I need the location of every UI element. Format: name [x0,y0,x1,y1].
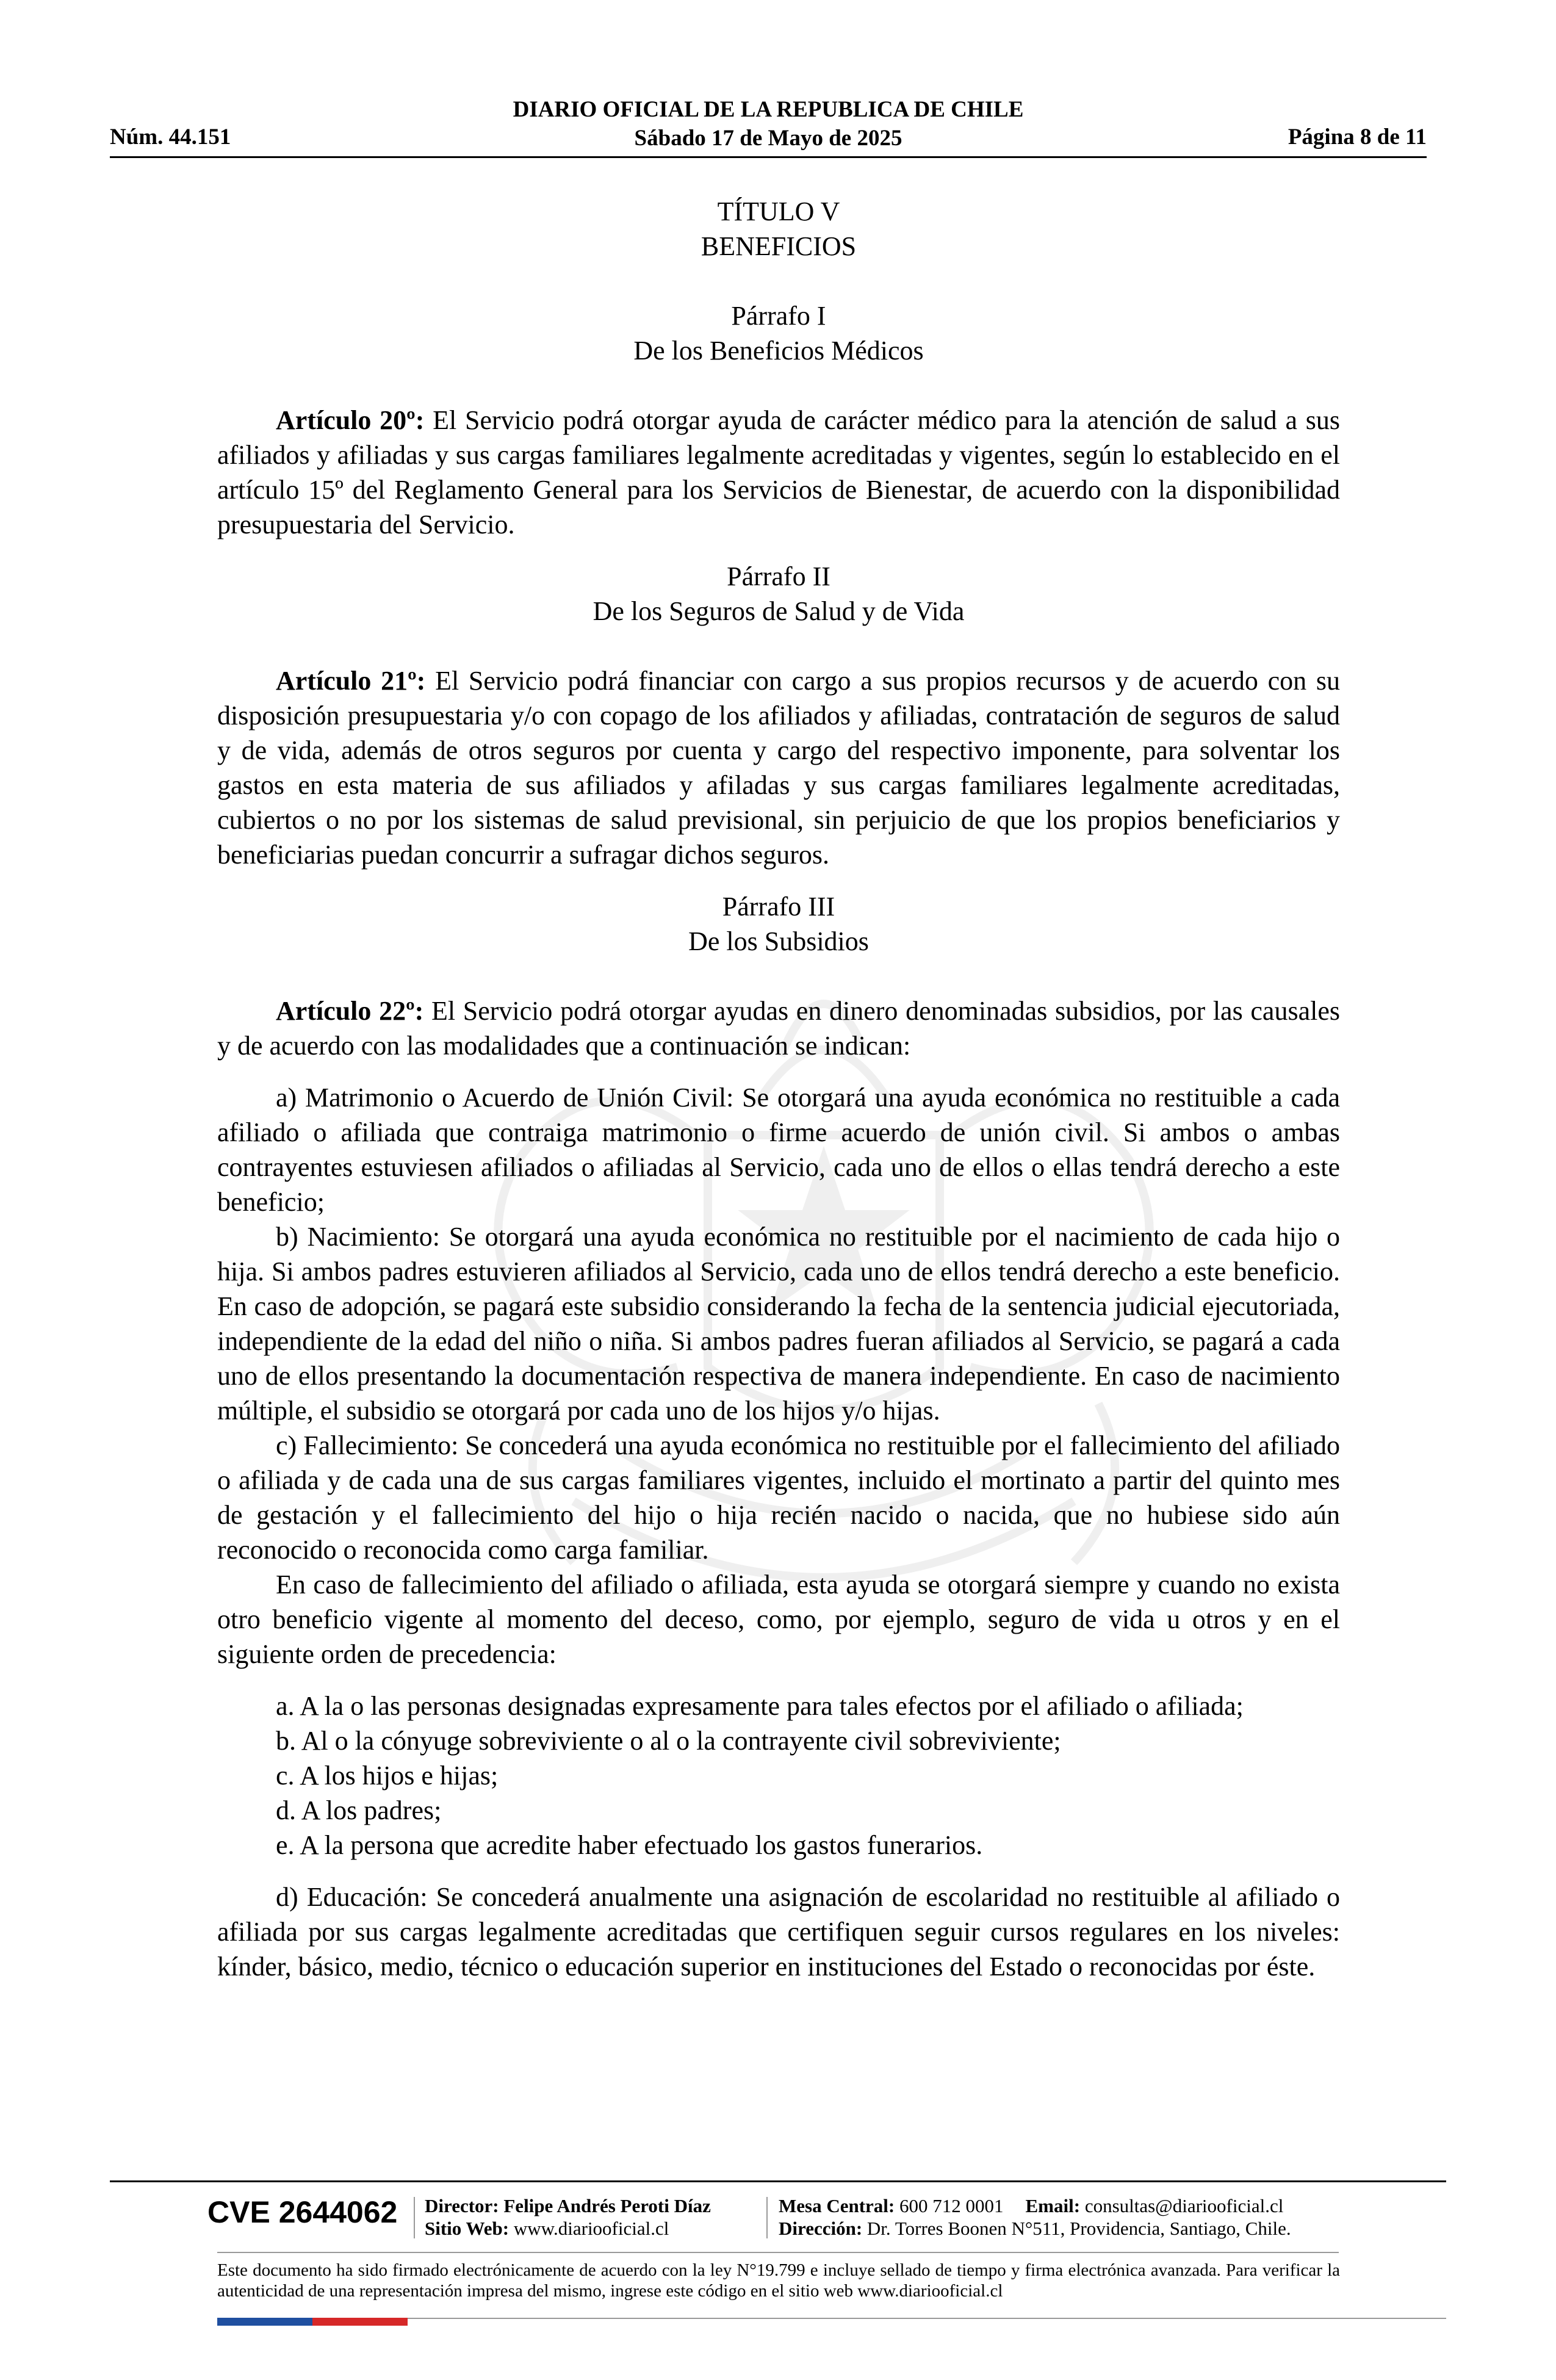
publication-title: DIARIO OFICIAL DE LA REPUBLICA DE CHILE [513,97,1024,122]
flag-stripe-red [312,2318,408,2326]
header-center [110,95,1427,153]
article-text: El Servicio podrá otorgar ayuda de carácter médico para la atención de salud a sus afiliados y afiliadas y sus cargas familiares legalmente acreditadas y vigentes, según lo establecido en el artículo 15º del Reglamento General para los Servicios de Bienestar, de acuerdo con la disponibilidad presupuestaria del Servicio. [217,405,1340,539]
footer-separator [766,2197,768,2238]
paragraph-heading: Párrafo II [727,561,830,591]
page-header [110,92,1427,159]
list-item: d. A los padres; [276,1795,442,1825]
article-22 [217,993,1340,1063]
subsidy-marriage: a) Matrimonio o Acuerdo de Unión Civil: Se otorgará una ayuda económica no restituible a cada afiliado o afiliada que contraiga matrimonio o firme acuerdo de unión civil. Si ambos o ambas contrayentes estuviesen afiliados o afiliadas al Servicio, cada uno de ellos o ellas tendrá derecho a este beneficio; [217,1083,1340,1217]
subsidy-birth: b) Nacimiento: Se otorgará una ayuda económica no restituible por el nacimiento de cada hijo o hija. Si ambos padres estuvieren afiliados al Servicio, cada uno de ellos tendrá derecho a este beneficio. En caso de adopción, se pagará este subsidio considerando la fecha de la sentencia judicial ejecutoriada, independiente de la edad del niño o niña. Si ambos padres fueran afiliados al Servicio, se pagará a cada uno de ellos presentando la documentación respectiva de manera independiente. En caso de nacimiento múltiple, el subsidio se otorgará por cada uno de los hijos y/o hijas. [217,1222,1340,1426]
publication-date: Sábado 17 de Mayo de 2025 [634,126,902,151]
article-20 [217,403,1340,542]
paragraph-heading-block [217,889,1340,959]
paragraph-heading: Párrafo I [731,301,826,331]
footer-separator [414,2197,415,2238]
paragraph-heading-block [217,559,1340,629]
article-label: Artículo 20º: [276,405,425,435]
section-subtitle: BENEFICIOS [701,231,857,261]
article-text: El Servicio podrá otorgar ayudas en dinero denominadas subsidios, por las causales y de acuerdo con las modalidades que a continuación se indican: [217,996,1340,1061]
subsidy-death: c) Fallecimiento: Se concederá una ayuda económica no restituible por el fallecimiento del afiliado o afiliada y de cada una de sus cargas familiares vigentes, incluido el mortinato a partir del quinto mes de gestación y el fallecimiento del hijo o hija recién nacido o nacida, que no hubiese sido aún reconocido o reconocida como carga familiar. [217,1430,1340,1565]
website-link[interactable]: www.diariooficial.cl [509,2218,669,2239]
director-label: Director: [425,2195,499,2216]
address-label: Dirección: [779,2218,863,2239]
title-block [217,194,1340,264]
subsidy-death-precedence-intro: En caso de fallecimiento del afiliado o afiliada, esta ayuda se otorgará siempre y cuando no exista otro beneficio vigente al momento del deceso, como, por ejemplo, seguro de vida u otros y en el siguiente orden de precedencia: [217,1570,1340,1669]
article-label: Artículo 21º: [276,666,426,696]
mesa-label: Mesa Central: [779,2195,895,2216]
article-21 [217,663,1340,872]
document-body [217,194,1340,1984]
page-number: Página 8 de 11 [1288,124,1427,150]
email-link[interactable]: consultas@diariooficial.cl [1080,2195,1284,2216]
paragraph-subheading: De los Seguros de Salud y de Vida [593,596,965,626]
precedence-list [217,1689,1340,1863]
paragraph-heading: Párrafo III [722,892,835,921]
paragraph-subheading: De los Beneficios Médicos [633,336,924,366]
email-label: Email: [1025,2195,1081,2216]
address-text: Dr. Torres Boonen N°511, Providencia, Santiago, Chile. [862,2218,1291,2239]
footer-divider-middle [217,2252,1339,2253]
issue-number: Núm. 44.151 [110,124,231,150]
footer-director-block [425,2194,711,2240]
paragraph-subheading: De los Subsidios [688,926,869,956]
director-name: Felipe Andrés Peroti Díaz [499,2195,711,2216]
contact-line [779,2194,1291,2217]
address-line [779,2217,1291,2240]
subsidy-education: d) Educación: Se concederá anualmente una asignación de escolaridad no restituible al afiliado o afiliada por sus cargas legalmente acreditadas que certifiquen seguir cursos regulares en los niveles: kínder, básico, medio, técnico o educación superior en instituciones del Estado o reconocidas por éste. [217,1882,1340,1982]
director-line [425,2194,711,2217]
website-line [425,2217,711,2240]
list-item: c. A los hijos e hijas; [276,1761,499,1790]
cve-code: CVE 2644062 [207,2195,398,2229]
list-item: a. A la o las personas designadas expresamente para tales efectos por el afiliado o afiliada; [276,1691,1244,1721]
header-divider [110,156,1427,158]
paragraph-heading-block [217,298,1340,368]
list-item: b. Al o la cónyuge sobreviviente o al o la contrayente civil sobreviviente; [276,1726,1061,1756]
mesa-phone: 600 712 0001 [895,2195,1004,2216]
flag-stripe-blue [217,2318,312,2326]
signature-disclaimer: Este documento ha sido firmado electrónicamente de acuerdo con la ley N°19.799 e incluye sellado de tiempo y firma electrónica avanzada. Para verificar la autenticidad de una representación impresa del mismo, ingrese este código en el sitio web www.diariooficial.cl [217,2260,1340,2301]
article-text: El Servicio podrá financiar con cargo a sus propios recursos y de acuerdo con su disposición presupuestaria y/o con copago de los afiliados y afiliadas, contratación de seguros de salud y de vida, además de otros seguros por cuenta y cargo del respectivo imponente, para solventar los gastos en esta materia de sus afiliados y afiladas y sus cargas familiares legalmente acreditadas, cubiertos o no por los sistemas de salud previsional, sin perjuicio de que los propios beneficiarios y beneficiarias puedan concurrir a sufragar dichos seguros. [217,666,1340,870]
article-label: Artículo 22º: [276,996,424,1026]
website-label: Sitio Web: [425,2218,510,2239]
section-title: TÍTULO V [717,197,840,226]
footer-divider-top [110,2180,1446,2182]
list-item: e. A la persona que acredite haber efectuado los gastos funerarios. [276,1830,983,1860]
footer-contact-block [779,2194,1291,2240]
